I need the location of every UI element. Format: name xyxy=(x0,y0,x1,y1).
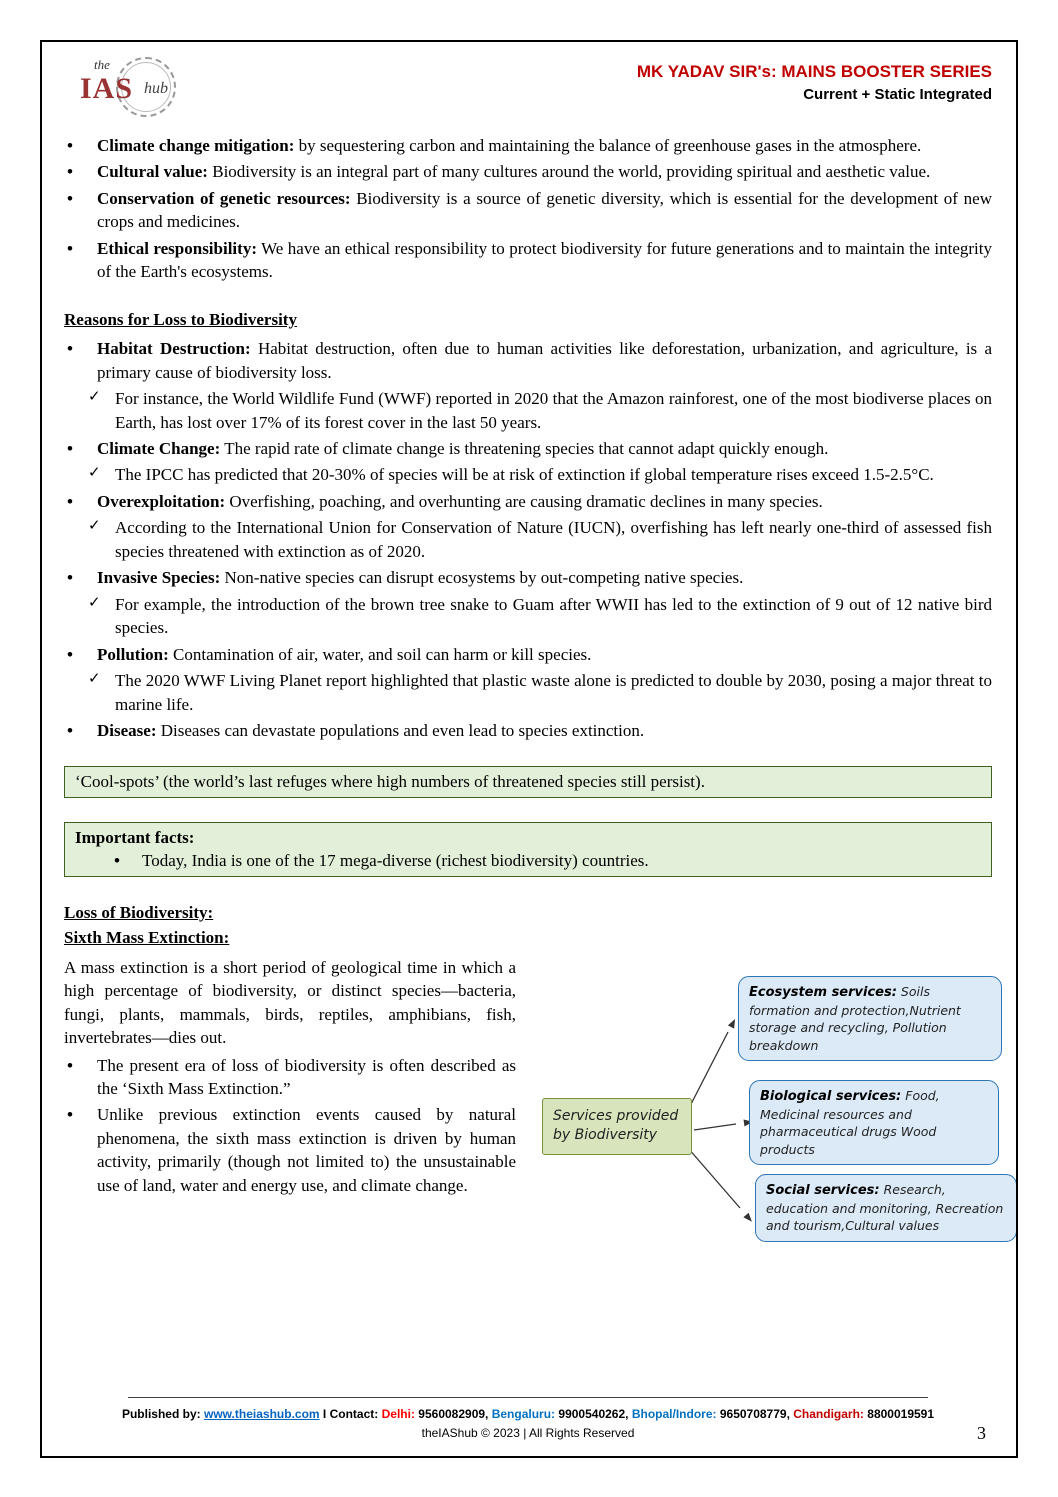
contact-city-chandigarh: Chandigarh: xyxy=(793,1407,864,1421)
check-list xyxy=(64,669,992,716)
bullet-text: We have an ethical responsibility to protect biodiversity for future generations and to maintain the integrity of the Earth's ecosystems. xyxy=(97,238,992,282)
check-text: The 2020 WWF Living Planet report highlighted that plastic waste alone is predicted to double by 2030, posing a major threat to marine life. xyxy=(115,671,992,714)
contact-city-bengaluru: Bengaluru: xyxy=(491,1407,556,1421)
list-item xyxy=(64,437,992,487)
iashub-logo xyxy=(64,56,204,122)
diagram-source-text: Services provided by Biodiversity xyxy=(553,1107,679,1144)
contact-label: I Contact: xyxy=(322,1407,379,1421)
bullet-text: The present era of loss of biodiversity is often described as the ‘Sixth Mass Extinction.” xyxy=(97,1055,516,1098)
bullet-lead: Overexploitation: xyxy=(97,491,226,511)
bullet-lead: Ethical responsibility: xyxy=(97,238,257,258)
bullet-text: Non-native species can disrupt ecosystems by out-competing native species. xyxy=(224,568,744,588)
important-facts-list xyxy=(75,849,981,872)
important-facts-heading: Important facts: xyxy=(75,827,195,847)
intro-bullet-list xyxy=(64,134,992,284)
series-title: MK YADAV SIR's: MAINS BOOSTER SERIES xyxy=(636,62,992,81)
logo-text-hub: hub xyxy=(144,80,168,97)
list-item xyxy=(75,849,981,872)
check-list xyxy=(64,593,992,640)
published-by-label: Published by: xyxy=(121,1407,201,1421)
copyright-text: theIAShub © 2023 | All Rights Reserved xyxy=(421,1426,635,1440)
contact-number: 9900540262, xyxy=(558,1407,629,1421)
check-item xyxy=(64,593,992,640)
header-titles xyxy=(637,56,992,103)
bullet-text: Habitat destruction, often due to human activities like deforestation, urbanization, and agriculture, is a primary cause of biodiversity loss. xyxy=(97,339,992,382)
loss-of-biodiversity-heading: Loss of Biodiversity: xyxy=(64,902,214,922)
check-item xyxy=(64,463,992,486)
check-list xyxy=(64,463,992,486)
biological-services-box xyxy=(749,1080,999,1166)
contact-number: 9560082909, xyxy=(418,1407,489,1421)
bullet-lead: Invasive Species: xyxy=(97,568,221,588)
check-text: For instance, the World Wildlife Fund (WWF) reported in 2020 that the Amazon rainforest, one of the most biodiverse places on Earth, has lost over 17% of its forest cover in the last 50 years. xyxy=(115,389,992,432)
important-facts-box xyxy=(64,822,992,877)
check-item xyxy=(64,516,992,563)
reasons-heading: Reasons for Loss to Biodiversity xyxy=(64,309,297,329)
loss-section-columns xyxy=(64,956,1004,1275)
ecosystem-services-box xyxy=(738,976,1002,1062)
loss-bullet-list xyxy=(64,1054,516,1198)
coolspots-text: ‘Cool-spots’ (the world’s last refuges where high numbers of threatened species still persist). xyxy=(75,772,705,792)
bullet-text: by sequestering carbon and maintaining the balance of greenhouse gases in the atmosphere. xyxy=(298,136,922,155)
check-text: According to the International Union for Conservation of Nature (IUCN), overfishing has left nearly one-third of assessed fish species threatened with extinction as of 2020. xyxy=(115,518,992,561)
box-lead: Biological services: xyxy=(760,1088,902,1104)
reasons-list xyxy=(64,337,992,742)
loss-text-column xyxy=(64,956,516,1275)
list-item xyxy=(64,187,992,234)
list-item xyxy=(64,1054,516,1101)
bullet-text: The rapid rate of climate change is threatening species that cannot adapt quickly enough. xyxy=(224,438,829,458)
check-list xyxy=(64,387,992,434)
list-item xyxy=(64,719,992,742)
list-item xyxy=(64,566,992,639)
bullet-text: Diseases can devastate populations and even lead to species extinction. xyxy=(160,720,645,740)
bullet-lead: Disease: xyxy=(97,720,157,740)
bullet-text: Biodiversity is an integral part of many cultures around the world, providing spiritual and aesthetic value. xyxy=(212,162,931,182)
check-item xyxy=(64,387,992,434)
bullet-text: Overfishing, poaching, and overhunting are causing dramatic declines in many species. xyxy=(229,491,823,511)
page-number: 3 xyxy=(977,1423,986,1443)
box-text: Food, Medicinal resources and pharmaceutical drugs Wood products xyxy=(760,1087,940,1157)
list-item xyxy=(64,643,992,716)
logo-text-the: the xyxy=(94,57,110,72)
list-item xyxy=(64,237,992,284)
check-item xyxy=(64,669,992,716)
list-item xyxy=(64,1103,516,1197)
document-page xyxy=(40,40,1018,1458)
bullet-text: Biodiversity is a source of genetic diversity, which is essential for the development of new crops and medicines. xyxy=(97,188,992,232)
box-lead: Ecosystem services: xyxy=(749,984,897,1000)
footer-contacts xyxy=(64,1407,992,1421)
bullet-lead: Habitat Destruction: xyxy=(97,339,251,359)
main-content xyxy=(64,134,1004,1275)
mass-extinction-paragraph: A mass extinction is a short period of geological time in which a high percentage of biodiversity, or distinct species—bacteria, fungi, plants, mammals, birds, reptiles, amphibians, fish, invertebrates—dies out. xyxy=(64,957,516,1048)
bullet-text: Contamination of air, water, and soil can harm or kill species. xyxy=(173,644,592,664)
list-item xyxy=(64,134,992,157)
bullet-lead: Pollution: xyxy=(97,644,169,664)
bullet-lead: Conservation of genetic resources: xyxy=(97,188,351,208)
coolspots-callout-box xyxy=(64,766,992,797)
list-item xyxy=(64,160,992,183)
website-link[interactable]: www.theiashub.com xyxy=(204,1407,320,1421)
bullet-text: Unlike previous extinction events caused by natural phenomena, the sixth mass extinction is driven by human activity, primarily (though not limited to) the unsustainable use of land, water and energy use, and climate change. xyxy=(97,1105,516,1195)
check-list xyxy=(64,516,992,563)
footer-divider xyxy=(128,1397,928,1398)
series-subtitle: Current + Static Integrated xyxy=(803,86,992,103)
sixth-mass-extinction-heading: Sixth Mass Extinction: xyxy=(64,928,230,948)
page-footer xyxy=(64,1397,992,1442)
check-text: For example, the introduction of the brown tree snake to Guam after WWII has led to the extinction of 9 out of 12 native bird species. xyxy=(115,594,992,638)
contact-number: 9650708779, xyxy=(719,1407,790,1421)
list-item xyxy=(64,490,992,563)
box-lead: Social services: xyxy=(766,1182,880,1198)
box-text: Research, education and monitoring, Recreation and tourism,Cultural values xyxy=(766,1181,1004,1234)
contact-city-bhopal-indore: Bhopal/Indore: xyxy=(631,1407,717,1421)
social-services-box xyxy=(755,1174,1017,1242)
page-header xyxy=(64,56,992,122)
list-item xyxy=(64,337,992,434)
bullet-lead: Climate Change: xyxy=(97,438,221,458)
bullet-lead: Cultural value: xyxy=(97,162,208,182)
box-text: Soils formation and protection,Nutrient storage and recycling, Pollution breakdown xyxy=(749,983,961,1053)
logo-text-ias: IAS xyxy=(80,72,134,105)
fact-text: Today, India is one of the 17 mega-diverse (richest biodiversity) countries. xyxy=(142,851,649,871)
contact-number: 8800019591 xyxy=(867,1407,935,1421)
diagram-source-box xyxy=(542,1098,692,1155)
contact-city-delhi: Delhi: xyxy=(381,1407,415,1421)
bullet-lead: Climate change mitigation: xyxy=(97,136,295,155)
biodiversity-services-diagram xyxy=(528,970,1004,1275)
check-text: The IPCC has predicted that 20-30% of species will be at risk of extinction if global temperature rises exceed 1.5-2.5°C. xyxy=(115,465,934,485)
